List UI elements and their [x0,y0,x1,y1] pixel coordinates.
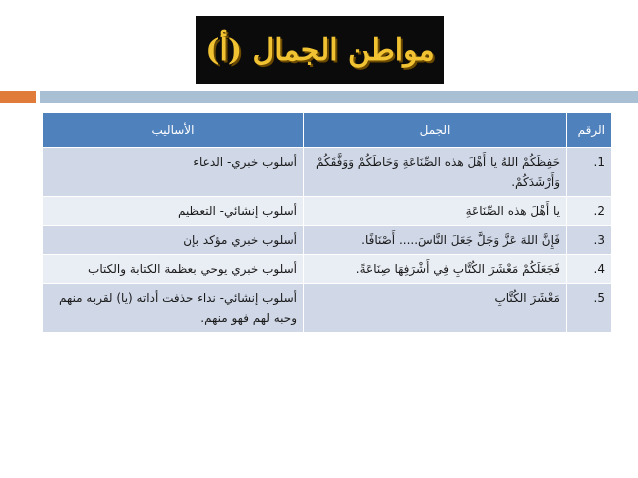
row-sentence: مَعْشَرَ الكُتَّابِ [304,284,567,333]
row-number: 3. [567,226,612,255]
row-number: 5. [567,284,612,333]
header-sentences: الجمل [304,113,567,148]
accent-bar-orange [0,91,36,103]
accent-bar-blue [40,91,638,103]
slide-title: مواطن الجمال (أ) [205,32,435,68]
row-number: 1. [567,148,612,197]
styles-table [42,112,612,333]
row-style: أسلوب إنشائي- التعظيم [43,197,304,226]
table-row [43,197,612,226]
row-style: أسلوب خبري يوحي بعظمة الكتابة والكتاب [43,255,304,284]
table-row [43,284,612,333]
row-number: 2. [567,197,612,226]
table-header-row [43,113,612,148]
table-row [43,255,612,284]
row-style: أسلوب خبري مؤكد بإن [43,226,304,255]
row-sentence: حَفِظَكُمْ اللهُ يا أَهْلَ هذه الصِّنَاعَةِ وَحَاطَكُمْ وَوَفَّقَكُمْ وَأَرْشَدَكُمْ. [304,148,567,197]
row-style: أسلوب خبري- الدعاء [43,148,304,197]
table-row [43,226,612,255]
row-number: 4. [567,255,612,284]
row-sentence: فَجَعَلَكُمْ مَعْشَرَ الكُتَّابِ فِي أَشْرَفِهَا صِنَاعَةً. [304,255,567,284]
header-styles: الأساليب [43,113,304,148]
row-sentence: فَإِنَّ اللهَ عَزَّ وَجَلَّ جَعَلَ النَّاسَ..... أَصْنَافًا. [304,226,567,255]
title-banner [196,16,444,84]
row-sentence: يا أَهْلَ هذه الصِّنَاعَةِ [304,197,567,226]
header-number: الرقم [567,113,612,148]
table-row [43,148,612,197]
row-style: أسلوب إنشائي- نداء حذفت أداته (يا) لقربه منهم وحبه لهم فهو منهم. [43,284,304,333]
